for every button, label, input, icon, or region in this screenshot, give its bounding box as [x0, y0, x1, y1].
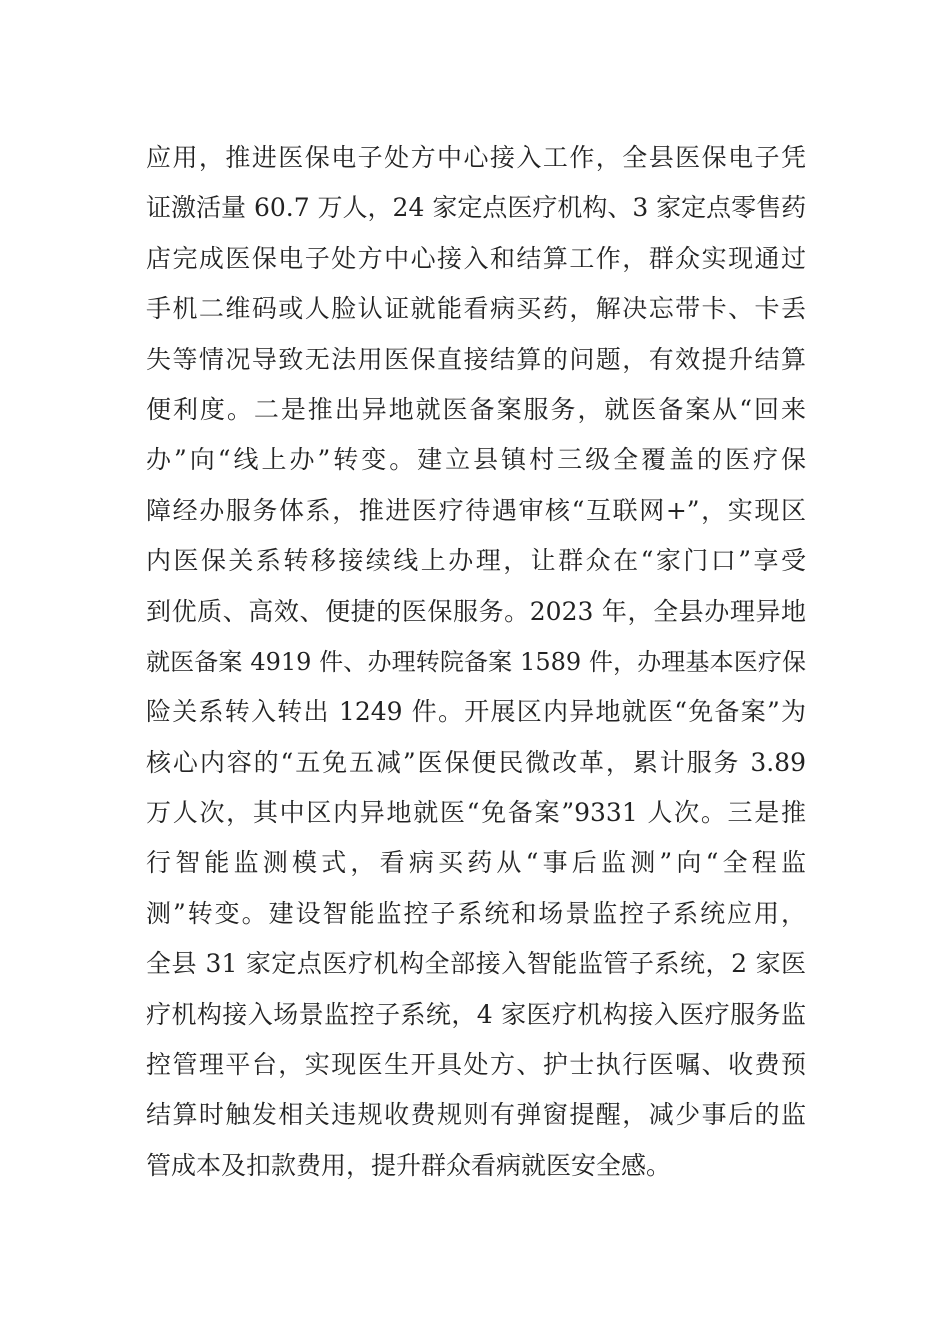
- paragraph-line-16: 测”转变。建设智能监控子系统和场景监控子系统应用，: [146, 898, 806, 928]
- paragraph-line-21: 管成本及扣款费用，提升群众看病就医安全感。: [146, 1150, 672, 1180]
- paragraph-line-7: 办”向“线上办”转变。建立县镇村三级全覆盖的医疗保: [146, 445, 806, 475]
- paragraph-line-5: 失等情况导致无法用医保直接结算的问题，有效提升结算: [146, 344, 806, 374]
- paragraph-line-3: 店完成医保电子处方中心接入和结算工作，群众实现通过: [146, 243, 806, 273]
- body-paragraph: [146, 133, 806, 1191]
- paragraph-line-4: 手机二维码或人脸认证就能看病买药，解决忘带卡、卡丢: [146, 294, 806, 324]
- paragraph-line-10: 到优质、高效、便捷的医保服务。2023 年，全县办理异地: [146, 596, 806, 626]
- paragraph-line-13: 核心内容的“五免五减”医保便民微改革，累计服务 3.89: [146, 747, 806, 777]
- paragraph-line-9: 内医保关系转移接续线上办理，让群众在“家门口”享受: [146, 546, 806, 576]
- paragraph-line-8: 障经办服务体系，推进医疗待遇审核“互联网+”，实现区: [146, 495, 806, 525]
- paragraph-line-6: 便利度。二是推出异地就医备案服务，就医备案从“回来: [146, 394, 806, 424]
- paragraph-line-14: 万人次，其中区内异地就医“免备案”9331 人次。三是推: [146, 798, 806, 828]
- paragraph-line-18: 疗机构接入场景监控子系统，4 家医疗机构接入医疗服务监: [146, 999, 806, 1029]
- paragraph-line-19: 控管理平台，实现医生开具处方、护士执行医嘱、收费预: [146, 1050, 806, 1080]
- paragraph-line-15: 行智能监测模式，看病买药从“事后监测”向“全程监: [146, 848, 806, 878]
- paragraph-line-12: 险关系转入转出 1249 件。开展区内异地就医“免备案”为: [146, 697, 806, 727]
- paragraph-line-1: 应用，推进医保电子处方中心接入工作，全县医保电子凭: [146, 143, 806, 172]
- paragraph-line-17: 全县 31 家定点医疗机构全部接入智能监管子系统，2 家医: [146, 949, 806, 979]
- paragraph-line-20: 结算时触发相关违规收费规则有弹窗提醒，减少事后的监: [146, 1100, 806, 1130]
- paragraph-line-2: 证激活量 60.7 万人，24 家定点医疗机构、3 家定点零售药: [146, 193, 806, 223]
- paragraph-line-11: 就医备案 4919 件、办理转院备案 1589 件，办理基本医疗保: [146, 647, 806, 676]
